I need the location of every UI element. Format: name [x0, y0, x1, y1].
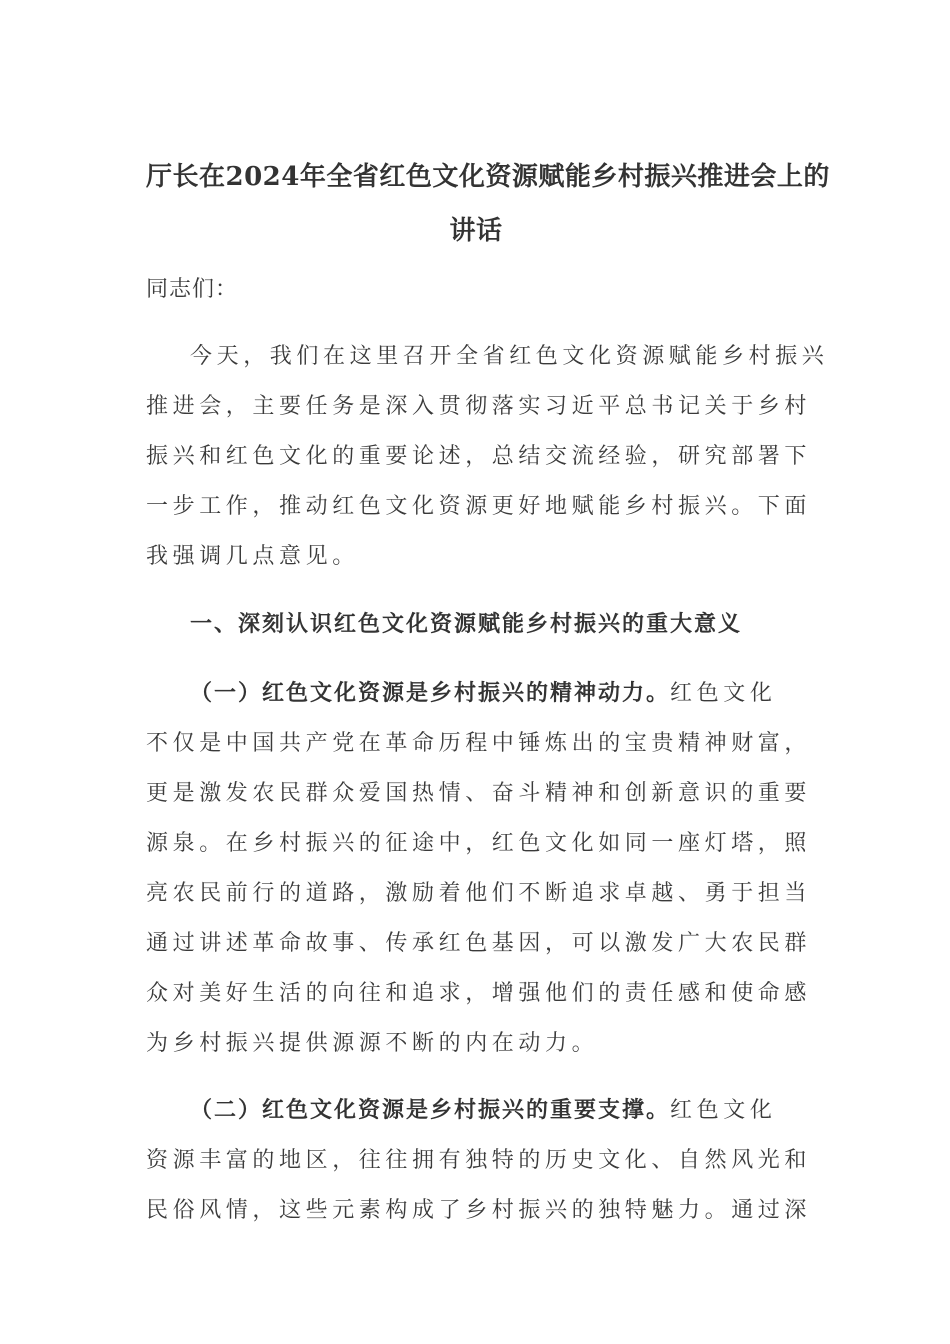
- intro-line: 推进会，主要任务是深入贯彻落实习近平总书记关于乡村: [146, 394, 812, 419]
- intro-line: 一步工作，推动红色文化资源更好地赋能乡村振兴。下面: [146, 494, 812, 519]
- subsection-1-line: 亮农民前行的道路，激励着他们不断追求卓越、勇于担当: [146, 881, 812, 906]
- intro-paragraph: [146, 332, 829, 582]
- title-line-1: 厅长在2024年全省红色文化资源赋能乡村振兴推进会上的: [146, 162, 830, 192]
- subsection-2-paragraph: [146, 1085, 812, 1236]
- subsection-1-line: 不仅是中国共产党在革命历程中锤炼出的宝贵精神财富，: [146, 731, 812, 756]
- subsection-2-line: 民俗风情，这些元素构成了乡村振兴的独特魅力。通过深: [146, 1198, 812, 1223]
- section-1-heading: 一、深刻认识红色文化资源赋能乡村振兴的重大意义: [190, 611, 743, 637]
- intro-line: 我强调几点意见。: [146, 544, 359, 569]
- subsection-2-first-line: [146, 1085, 806, 1136]
- subsection-1-line: 为乡村振兴提供源源不断的内在动力。: [146, 1031, 599, 1056]
- subsection-1-first-rest: 红色文化: [670, 681, 777, 706]
- subsection-2-lead: （二）红色文化资源是乡村振兴的重要支撑。: [190, 1097, 671, 1123]
- subsection-2-first-rest: 红色文化: [670, 1098, 777, 1123]
- subsection-1-line: 通过讲述革命故事、传承红色基因，可以激发广大农民群: [146, 931, 812, 956]
- subsection-1-line: 源泉。在乡村振兴的征途中，红色文化如同一座灯塔，照: [146, 831, 812, 856]
- subsection-2-line: 资源丰富的地区，往往拥有独特的历史文化、自然风光和: [146, 1148, 812, 1173]
- subsection-1-first-line: [146, 668, 806, 719]
- intro-line: 今天，我们在这里召开全省红色文化资源赋能乡村振兴: [190, 344, 829, 369]
- document-page: [146, 150, 830, 1236]
- subsection-1-paragraph: [146, 668, 812, 1069]
- subsection-1-lead: （一）红色文化资源是乡村振兴的精神动力。: [190, 680, 671, 706]
- subsection-1-line: 众对美好生活的向往和追求，增强他们的责任感和使命感: [146, 981, 812, 1006]
- title-line-2: 讲话: [449, 216, 503, 246]
- intro-line: 振兴和红色文化的重要论述，总结交流经验，研究部署下: [146, 444, 812, 469]
- subsection-1-line: 更是激发农民群众爱国热情、奋斗精神和创新意识的重要: [146, 781, 812, 806]
- salutation: 同志们：: [146, 277, 239, 302]
- document-title: [146, 150, 830, 258]
